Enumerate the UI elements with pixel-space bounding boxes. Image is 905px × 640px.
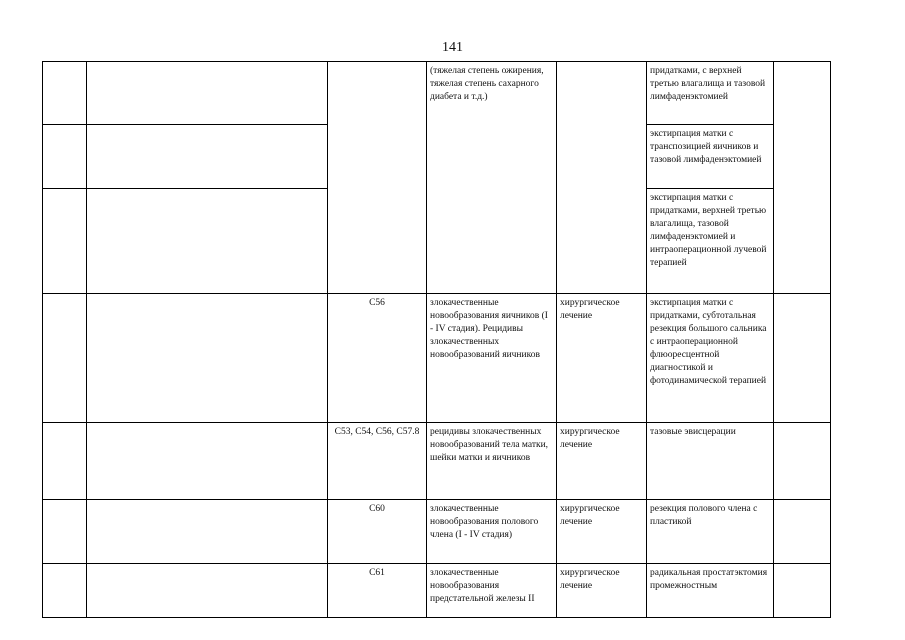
cell-cost	[774, 294, 831, 423]
table-row	[43, 500, 831, 564]
medical-services-table	[42, 61, 831, 618]
cell-method	[557, 62, 647, 294]
cell-number	[43, 423, 87, 500]
cell-number	[43, 294, 87, 423]
cell-diagnosis: рецидивы злокачественных новообразований тела матки, шейки матки и яичников	[427, 423, 557, 500]
cell-profile	[87, 189, 328, 294]
cell-number	[43, 62, 87, 125]
cell-cost	[774, 423, 831, 500]
table-row	[43, 564, 831, 618]
cell-treatment: тазовые эвисцерации	[647, 423, 774, 500]
cell-diagnosis: (тяжелая степень ожирения, тяжелая степень сахарного диабета и т.д.)	[427, 62, 557, 294]
cell-cost	[774, 500, 831, 564]
cell-method: хирургическое лечение	[557, 500, 647, 564]
cell-treatment: резекция полового члена с пластикой	[647, 500, 774, 564]
cell-method: хирургическое лечение	[557, 564, 647, 618]
cell-diagnosis: злокачественные новообразования яичников (I - IV стадия). Рецидивы злокачественных новообразований яичников	[427, 294, 557, 423]
cell-code: C53, C54, C56, C57.8	[328, 423, 427, 500]
cell-profile	[87, 294, 328, 423]
cell-number	[43, 189, 87, 294]
cell-cost	[774, 62, 831, 294]
cell-number	[43, 564, 87, 618]
cell-profile	[87, 62, 328, 125]
cell-diagnosis: злокачественные новообразования полового члена (I - IV стадия)	[427, 500, 557, 564]
cell-cost	[774, 564, 831, 618]
cell-profile	[87, 125, 328, 189]
cell-profile	[87, 500, 328, 564]
cell-treatment: экстирпация матки с придатками, субтотальная резекция большого сальника с интраоперационной флюоресцентной диагностикой и фотодинамической терапией	[647, 294, 774, 423]
cell-number	[43, 125, 87, 189]
cell-method: хирургическое лечение	[557, 294, 647, 423]
cell-code: C56	[328, 294, 427, 423]
cell-treatment: экстирпация матки с придатками, верхней третью влагалища, тазовой лимфаденэктомией и интраоперационной лучевой терапией	[647, 189, 774, 294]
cell-profile	[87, 423, 328, 500]
cell-method: хирургическое лечение	[557, 423, 647, 500]
cell-profile	[87, 564, 328, 618]
page-number: 141	[442, 40, 463, 55]
cell-treatment: придатками, с верхней третью влагалища и тазовой лимфаденэктомией	[647, 62, 774, 125]
cell-code: C61	[328, 564, 427, 618]
cell-treatment: экстирпация матки с транспозицией яичников и тазовой лимфаденэктомией	[647, 125, 774, 189]
cell-diagnosis: злокачественные новообразования предстательной железы II	[427, 564, 557, 618]
cell-number	[43, 500, 87, 564]
cell-code: C60	[328, 500, 427, 564]
table-row	[43, 294, 831, 423]
table-row	[43, 62, 831, 125]
cell-code	[328, 62, 427, 294]
cell-treatment: радикальная простатэктомия промежностным	[647, 564, 774, 618]
table-row	[43, 423, 831, 500]
